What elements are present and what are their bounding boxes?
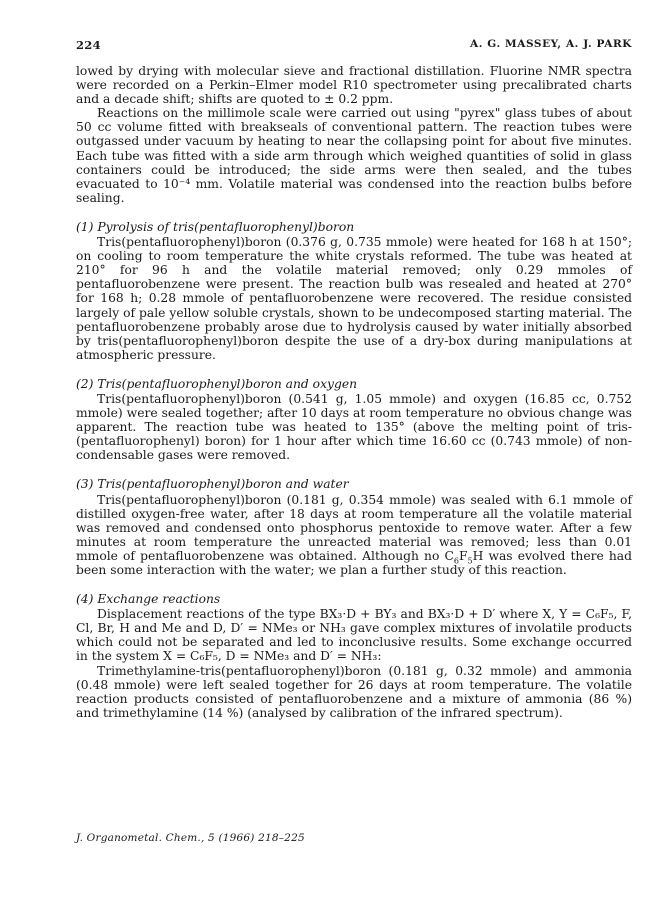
section-4-paragraph-1: Displacement reactions of the type BX₃·D + BY₃ and BX₃·D + D′ where X, Y = C₆F₅, F, Cl, Br, H and Me and D, D′ = NMe₃ or NH₃ gave complex mixtures of involatile products which could not be separated and led to inconclusive results. Some exchange occurred in the system X = C₆F₅, D = NMe₃ and D′ = NH₃:	[76, 607, 632, 664]
section-3-body-part-b: F	[458, 548, 468, 563]
section-3-body	[76, 493, 632, 578]
section-3-body-part-a: Tris(pentafluorophenyl)boron (0.181 g, 0.354 mmole) was sealed with 6.1 mmole of distilled oxygen-free water, after 18 days at room temperature all the volatile material was removed and condensed onto phosphorus pentoxide to remove water. After a few minutes at room temperature the unreacted material was removed; less than 0.01 mmole of pentafluorobenzene was obtained. Although no C	[76, 492, 632, 563]
formula-subscript: 5	[467, 556, 473, 566]
journal-citation: J. Organometal. Chem., 5 (1966) 218–225	[76, 832, 305, 844]
section-1-title: (1) Pyrolysis of tris(pentafluorophenyl)boron	[76, 219, 355, 234]
section-4-paragraph-2: Trimethylamine-tris(pentafluorophenyl)boron (0.181 g, 0.32 mmole) and ammonia (0.48 mmole) were left sealed together for 26 days at room temperature. The volatile reaction products consisted of pentafluorobenzene and a mixture of ammonia (86 %) and trimethylamine (14 %) (analysed by calibration of the infrared spectrum).	[76, 663, 632, 720]
section-2-title: (2) Tris(pentafluorophenyl)boron and oxygen	[76, 376, 358, 391]
section-2-body: Tris(pentafluorophenyl)boron (0.541 g, 1.05 mmole) and oxygen (16.85 cc, 0.752 mmole) were sealed together; after 10 days at room temperature no obvious change was apparent. The reaction tube was heated to 135° (above the melting point of tris-(pentafluorophenyl) boron) for 1 hour after which time 16.60 cc (0.743 mmole) of non-condensable gases were removed.	[76, 391, 632, 463]
intro-paragraph-1: lowed by drying with molecular sieve and fractional distillation. Fluorine NMR spectra were recorded on a Perkin–Elmer model R10 spectrometer using precalibrated charts and a decade shift; shifts are quoted to ± 0.2 ppm.	[76, 64, 632, 107]
formula-subscript: 6	[453, 556, 459, 566]
page-number: 224	[76, 38, 101, 52]
intro-paragraph-2: Reactions on the millimole scale were carried out using "pyrex" glass tubes of about 50 cc volume fitted with breakseals of conventional pattern. The reaction tubes were outgassed under vacuum by heating to near the collapsing point for about five minutes. Each tube was fitted with a side arm through which weighed quantities of solid in glass containers could be introduced; the side arms were then sealed, and the tubes evacuated to 10⁻⁴ mm. Volatile material was condensed into the reaction bulbs before sealing.	[76, 106, 632, 205]
section-3-body-part-c: H was evolved there had been some interaction with the water; we plan a further study of this reaction.	[76, 548, 632, 577]
running-authors: A. G. MASSEY, A. J. PARK	[470, 38, 632, 50]
section-4-title: (4) Exchange reactions	[76, 592, 221, 607]
running-head	[76, 38, 632, 54]
article-body	[76, 64, 632, 720]
section-1-body: Tris(pentafluorophenyl)boron (0.376 g, 0.735 mmole) were heated for 168 h at 150°; on cooling to room temperature the white crystals reformed. The tube was heated at 210° for 96 h and the volatile material removed; only 0.29 mmoles of pentafluorobenzene were present. The reaction bulb was resealed and heated at 270° for 168 h; 0.28 mmole of pentafluorobenzene were recovered. The residue consisted largely of pale yellow soluble crystals, shown to be undecomposed starting material. The pentafluorobenzene probably arose due to hydrolysis caused by water initially absorbed by tris(pentafluorophenyl)boron despite the use of a dry-box during manipulations at atmospheric pressure.	[76, 235, 632, 362]
section-3-title: (3) Tris(pentafluorophenyl)boron and water	[76, 477, 349, 492]
